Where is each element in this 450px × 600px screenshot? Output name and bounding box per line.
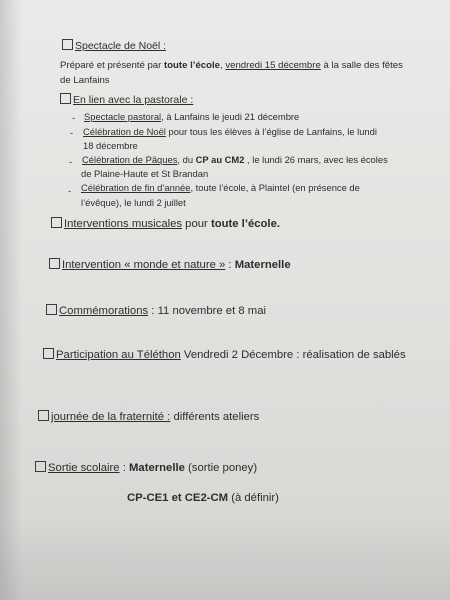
section-musicales: [51, 217, 280, 232]
item-text-bold: CP au CM2: [195, 154, 245, 165]
section-commemorations: [46, 304, 266, 319]
item-text: , le lundi 26 mars, avec les écoles: [244, 154, 388, 165]
text: (à définir): [228, 492, 279, 504]
section-monde-nature: [49, 258, 291, 273]
pastorale-item-1: [84, 110, 299, 125]
section-sortie: [35, 461, 257, 476]
pastorale-item-4-cont: l’évêque), le lundi 2 juillet: [81, 197, 186, 208]
section-title: Interventions musicales: [64, 218, 183, 230]
text: :: [119, 462, 129, 474]
text: pour: [182, 218, 211, 230]
item-text: , toute l’école, à Plaintel (en présence de: [190, 182, 360, 193]
text-bold: CP-CE1 et CE2-CM: [127, 492, 229, 504]
text: : 11 novembre et 8 mai: [148, 305, 266, 317]
pastorale-item-2: [83, 125, 377, 140]
sortie-line-2: [127, 491, 279, 506]
checkbox[interactable]: [60, 93, 71, 104]
checkbox[interactable]: [46, 304, 57, 315]
text-bold: toute l’école.: [210, 218, 280, 230]
item-text: pour tous les élèves à l’église de Lanfains, le lundi: [165, 126, 377, 137]
item-text: , du: [177, 154, 196, 165]
pastorale-item-4: [81, 181, 360, 196]
text-bold: Maternelle: [129, 462, 185, 474]
item-title: Célébration de fin d’année: [81, 182, 191, 193]
section-pastorale-heading: [60, 93, 193, 108]
checkbox[interactable]: [62, 39, 73, 50]
checkbox[interactable]: [43, 348, 54, 359]
checkbox[interactable]: [35, 461, 46, 472]
checkbox[interactable]: [38, 410, 49, 421]
spectacle-paragraph-line-2: de Lanfains: [60, 75, 110, 86]
text: différents ateliers: [170, 411, 260, 423]
bullet-dash: -: [70, 127, 74, 138]
section-fraternite: [38, 410, 259, 425]
section-spectacle-heading: [62, 39, 166, 54]
pastorale-item-3: [82, 153, 388, 168]
section-title: Commémorations: [59, 305, 149, 317]
section-title: journée de la fraternité :: [51, 411, 171, 423]
spectacle-paragraph-line-1: [60, 58, 403, 73]
item-title: Célébration de Pâques: [82, 154, 178, 165]
pastorale-item-3-cont: de Plaine-Haute et St Brandan: [81, 168, 209, 179]
bullet-dash: -: [68, 185, 72, 196]
text-date: vendredi 15 décembre: [225, 60, 321, 71]
checkbox[interactable]: [49, 258, 60, 269]
text-bold: Maternelle: [234, 259, 291, 271]
text: Préparé et présenté par: [60, 60, 164, 71]
page-shadow: [0, 0, 22, 600]
section-title: Intervention « monde et nature »: [62, 259, 226, 271]
section-title: Spectacle de Noël :: [75, 40, 167, 52]
bullet-dash: -: [69, 156, 73, 167]
text-bold: toute l’école: [164, 60, 220, 71]
checkbox[interactable]: [51, 217, 62, 228]
section-title: En lien avec la pastorale :: [73, 94, 194, 106]
text: (sortie poney): [184, 462, 258, 474]
text: Vendredi 2 Décembre : réalisation de sablés: [180, 349, 406, 361]
page-shadow-bottom: [0, 520, 450, 600]
bullet-dash: -: [72, 112, 76, 123]
item-title: Célébration de Noël: [83, 126, 166, 137]
section-telethon: [43, 348, 406, 363]
item-text: , à Lanfains le jeudi 21 décembre: [161, 111, 300, 122]
pastorale-item-2-cont: 18 décembre: [83, 140, 138, 151]
text: ,: [219, 60, 226, 71]
section-title: Participation au Téléthon: [56, 349, 181, 361]
item-title: Spectacle pastoral: [84, 111, 162, 122]
text: à la salle des fêtes: [320, 60, 403, 71]
section-title: Sortie scolaire: [48, 462, 120, 474]
text: :: [225, 259, 235, 271]
